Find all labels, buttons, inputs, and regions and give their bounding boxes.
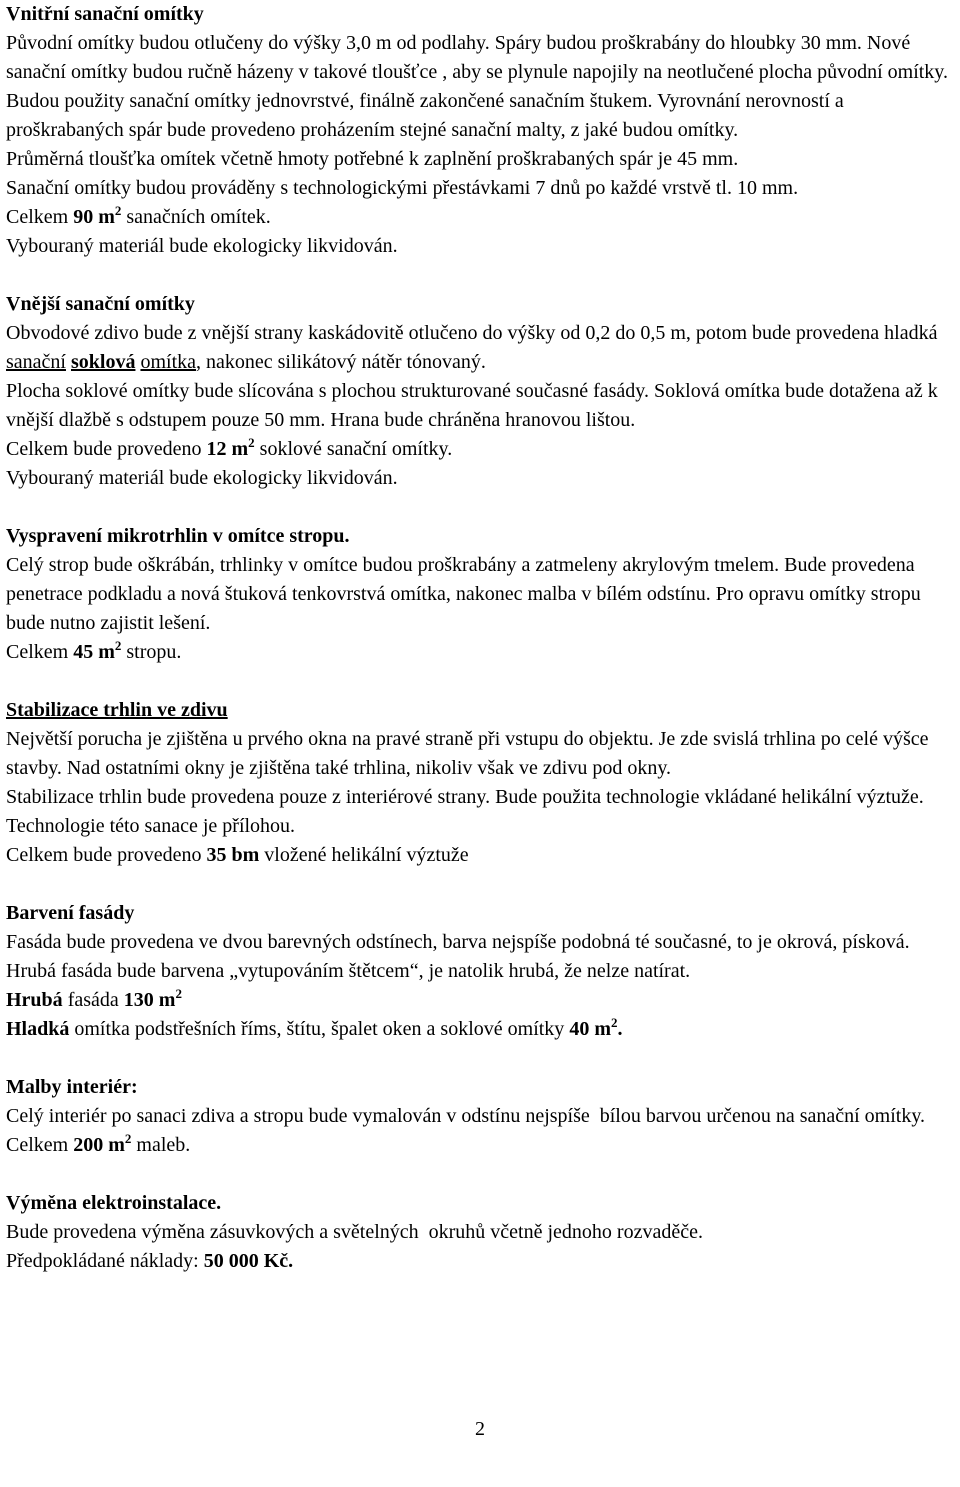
total-line [6,986,958,1015]
rough-label: Hrubá [6,989,63,1011]
total-prefix: Celkem bude provedeno [6,844,207,866]
superscript: 2 [248,435,255,450]
superscript: 2 [114,638,122,653]
paragraph: Původní omítky budou otlučeny do výšky 3,0 m od podlahy. Spáry budou proškrabány do hloubky 30 mm. Nové sanační omítky budou ručně házeny v takové tloušťce , aby se plynule napojily na neotlučené plocha původní omítky. Budou použity sanační omítky jednovrstvé, finálně zakončené sanačním štukem. Vyrovnání nerovností a proškrabaných spár bude provedeno proházením stejné sanační malty, z jaké budou omítky. [6,32,954,141]
paragraph: Celý strop bude oškrábán, trhlinky v omítce budou proškrabány a zatmeleny akrylovým tmelem. Bude provedena penetrace podkladu a nová štuková tenkovrstvá omítka, nakonec malba v bílém odstínu. Pro opravu omítky stropu bude nutno zajistit lešení. [6,554,926,634]
paragraph: Fasáda bude provedena ve dvou barevných odstínech, barva nejspíše podobná té současné, to je okrová, písková. Hrubá fasáda bude barvena „vytupováním štětcem“, je natolik hrubá, že nelze natírat. [6,931,915,982]
superscript: 2 [610,1015,618,1030]
paragraph: Sanační omítky budou prováděny s technologickými přestávkami 7 dnů po každé vrstvě tl. 10 mm. [6,177,799,199]
total-value: 35 bm [206,844,260,866]
cost-line [6,1247,958,1276]
total-line [6,638,958,667]
paragraph [6,319,958,377]
section-heading: Vnitřní sanační omítky [6,3,204,25]
total-prefix: Celkem [6,641,74,663]
underlined-text: omítka [140,351,196,373]
superscript: 2 [175,986,182,1001]
cost-value: 50 000 Kč. [203,1250,294,1272]
total-line [6,841,958,870]
text-run: Celý interiér po sanaci zdiva a stropu bude vymalován v odstínu nejspíše bílou barvou určenou na sanační omítky. Celkem [6,1105,931,1156]
page-number: 2 [475,1418,485,1440]
section-heading: Vyspravení mikrotrhlin v omítce stropu. [6,525,350,547]
total-value-text: 130 m [123,989,176,1011]
total-prefix: Celkem [6,206,74,228]
total-suffix: sanačních omítek. [121,206,271,228]
paragraph: Průměrná tloušťka omítek včetně hmoty potřebné k zaplnění proškrabaných spár je 45 mm. [6,148,739,170]
underlined-bold-text: soklová [70,351,136,373]
total-value [206,435,255,460]
total-value [73,638,122,663]
section-heading: Malby interiér: [6,1076,138,1098]
total-value-text: 45 m [73,641,115,663]
total-value [73,203,122,228]
document-page [6,0,958,1276]
total-line [6,1015,958,1044]
section-heading: Výměna elektroinstalace. [6,1192,222,1214]
paragraph: Bude provedena výměna zásuvkových a světelných okruhů včetně jednoho rozvaděče. [6,1221,703,1243]
total-suffix: stropu. [121,641,182,663]
paragraph: Největší porucha je zjištěna u prvého okna na pravé straně při vstupu do objektu. Je zde svislá trhlina po celé výšce stavby. Nad ostatními okny je zjištěna také trhlina, nikoliv však ve zdivu pod okny. [6,728,934,779]
total-value-text: 90 m [73,206,115,228]
underlined-text: sanační [6,351,66,373]
paragraph [6,1102,958,1160]
section-ceiling-cracks [6,522,958,667]
total-suffix: vložené helikální výztuže [259,844,469,866]
section-heading: Barvení fasády [6,902,135,924]
total-value [73,1131,132,1156]
superscript: 2 [124,1131,132,1146]
total-value-text: 200 m [73,1134,125,1156]
total-prefix: Celkem bude provedeno [6,438,207,460]
text-run: Obvodové zdivo bude z vnější strany kaskádovitě otlučeno do výšky od 0,2 do 0,5 m, potom bude provedena hladká [6,322,943,344]
total-value [569,1015,623,1040]
paragraph: Vybouraný materiál bude ekologicky likvidován. [6,235,398,257]
paragraph: Stabilizace trhlin bude provedena pouze z interiérové strany. Bude použita technologie vkládané helikální výztuže. Technologie této sanace je přílohou. [6,786,929,837]
total-value-text: 12 m [206,438,249,460]
total-suffix: soklové sanační omítky. [254,438,453,460]
text-run: omítka podstřešních říms, štítu, špalet oken a soklové omítky [69,1018,570,1040]
section-interior-painting [6,1073,958,1160]
total-suffix: maleb. [131,1134,191,1156]
paragraph: Plocha soklové omítky bude slícována s plochou strukturované současné fasády. Soklová omítka bude dotažena až k vnější dlažbě s odstupem pouze 50 mm. Hrana bude chráněna hranovou lištou. [6,380,943,431]
section-interior-plaster [6,0,958,261]
total-line [6,203,958,232]
total-line [6,435,958,464]
section-exterior-plaster [6,290,958,493]
total-value-text: 40 m [569,1018,611,1040]
text-run: fasáda [62,989,124,1011]
section-heading: Stabilizace trhlin ve zdivu [6,699,228,721]
text-run: , nakonec silikátový nátěr tónovaný. [196,351,486,373]
superscript: 2 [114,203,122,218]
section-heading: Vnější sanační omítky [6,293,195,315]
section-crack-stabilization [6,696,958,870]
total-value [123,986,182,1011]
text-run: . [617,1018,623,1040]
smooth-label: Hladká [6,1018,70,1040]
cost-label: Předpokládané náklady: [6,1250,204,1272]
section-facade-painting [6,899,958,1044]
paragraph: Vybouraný materiál bude ekologicky likvidován. [6,467,398,489]
section-electrical [6,1189,958,1276]
